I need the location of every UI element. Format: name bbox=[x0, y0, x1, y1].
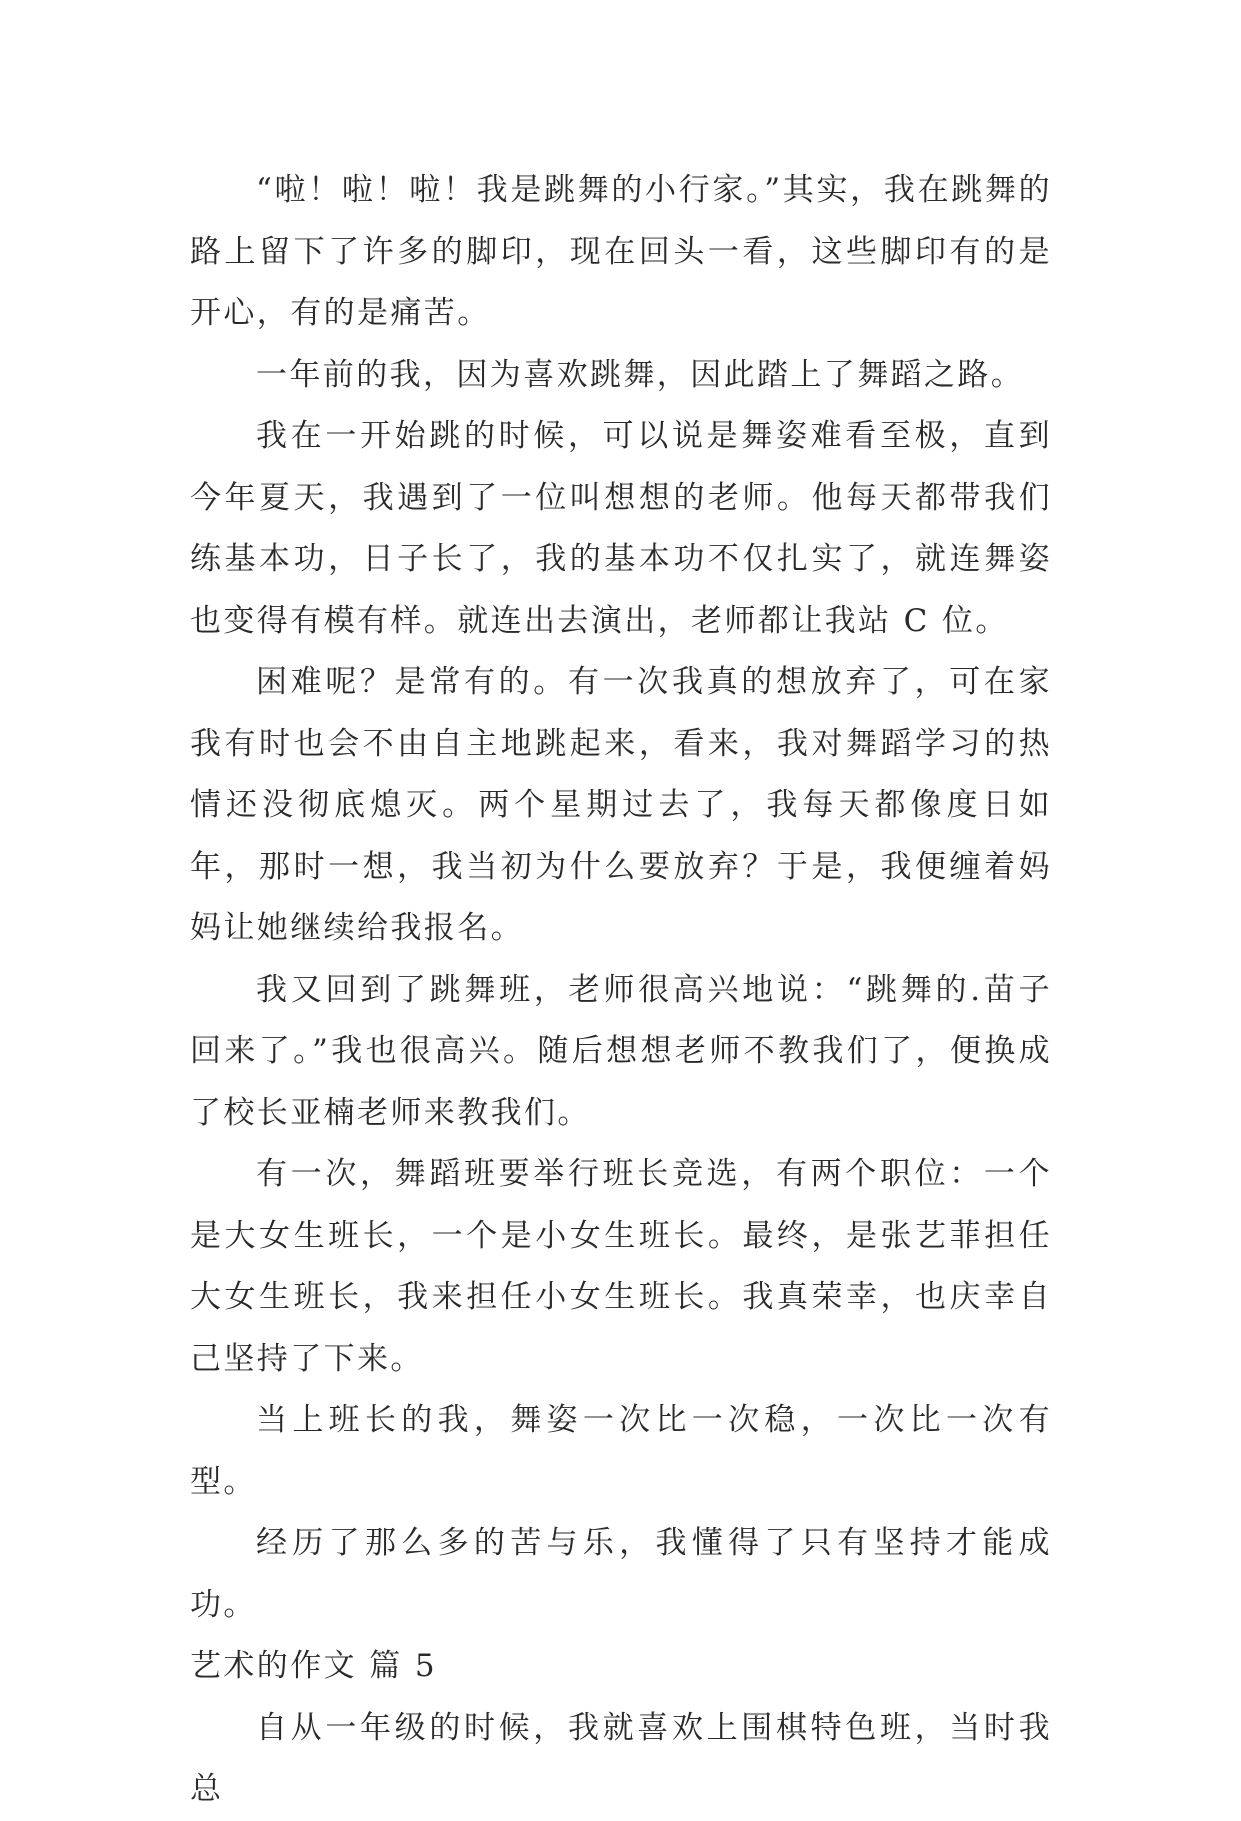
paragraph: 经历了那么多的苦与乐，我懂得了只有坚持才能成功。 bbox=[190, 1525, 1052, 1623]
paragraph: 有一次，舞蹈班要举行班长竞选，有两个职位：一个是大女生班长，一个是小女生班长。最终，是张艺菲担任大女生班长，我来担任小女生班长。我真荣幸，也庆幸自己坚持了下来。 bbox=[190, 1156, 1052, 1377]
paragraph: 自从一年级的时候，我就喜欢上围棋特色班，当时我总 bbox=[190, 1709, 1052, 1807]
section-heading: 艺术的作文 篇 5 bbox=[190, 1648, 438, 1684]
paragraph: 当上班长的我，舞姿一次比一次稳，一次比一次有型。 bbox=[190, 1402, 1052, 1500]
essay-body bbox=[190, 160, 1052, 1821]
paragraph: 一年前的我，因为喜欢跳舞，因此踏上了舞蹈之路。 bbox=[256, 356, 1025, 393]
paragraph: “啦！啦！啦！我是跳舞的小行家。”其实，我在跳舞的路上留下了许多的脚印，现在回头一看，这些脚印有的是开心，有的是痛苦。 bbox=[190, 172, 1052, 331]
paragraph: 我在一开始跳的时候，可以说是舞姿难看至极，直到今年夏天，我遇到了一位叫想想的老师。他每天都带我们练基本功，日子长了，我的基本功不仅扎实了，就连舞姿也变得有模有样。就连出去演出，老师都让我站 C 位。 bbox=[190, 418, 1052, 639]
paragraph: 我又回到了跳舞班，老师很高兴地说：“跳舞的.苗子回来了。”我也很高兴。随后想想老师不教我们了，便换成了校长亚楠老师来教我们。 bbox=[190, 971, 1052, 1131]
paragraph: 困难呢？是常有的。有一次我真的想放弃了，可在家我有时也会不由自主地跳起来，看来，我对舞蹈学习的热情还没彻底熄灭。两个星期过去了，我每天都像度日如年，那时一想，我当初为什么要放弃？于是，我便缠着妈妈让她继续给我报名。 bbox=[190, 664, 1052, 946]
